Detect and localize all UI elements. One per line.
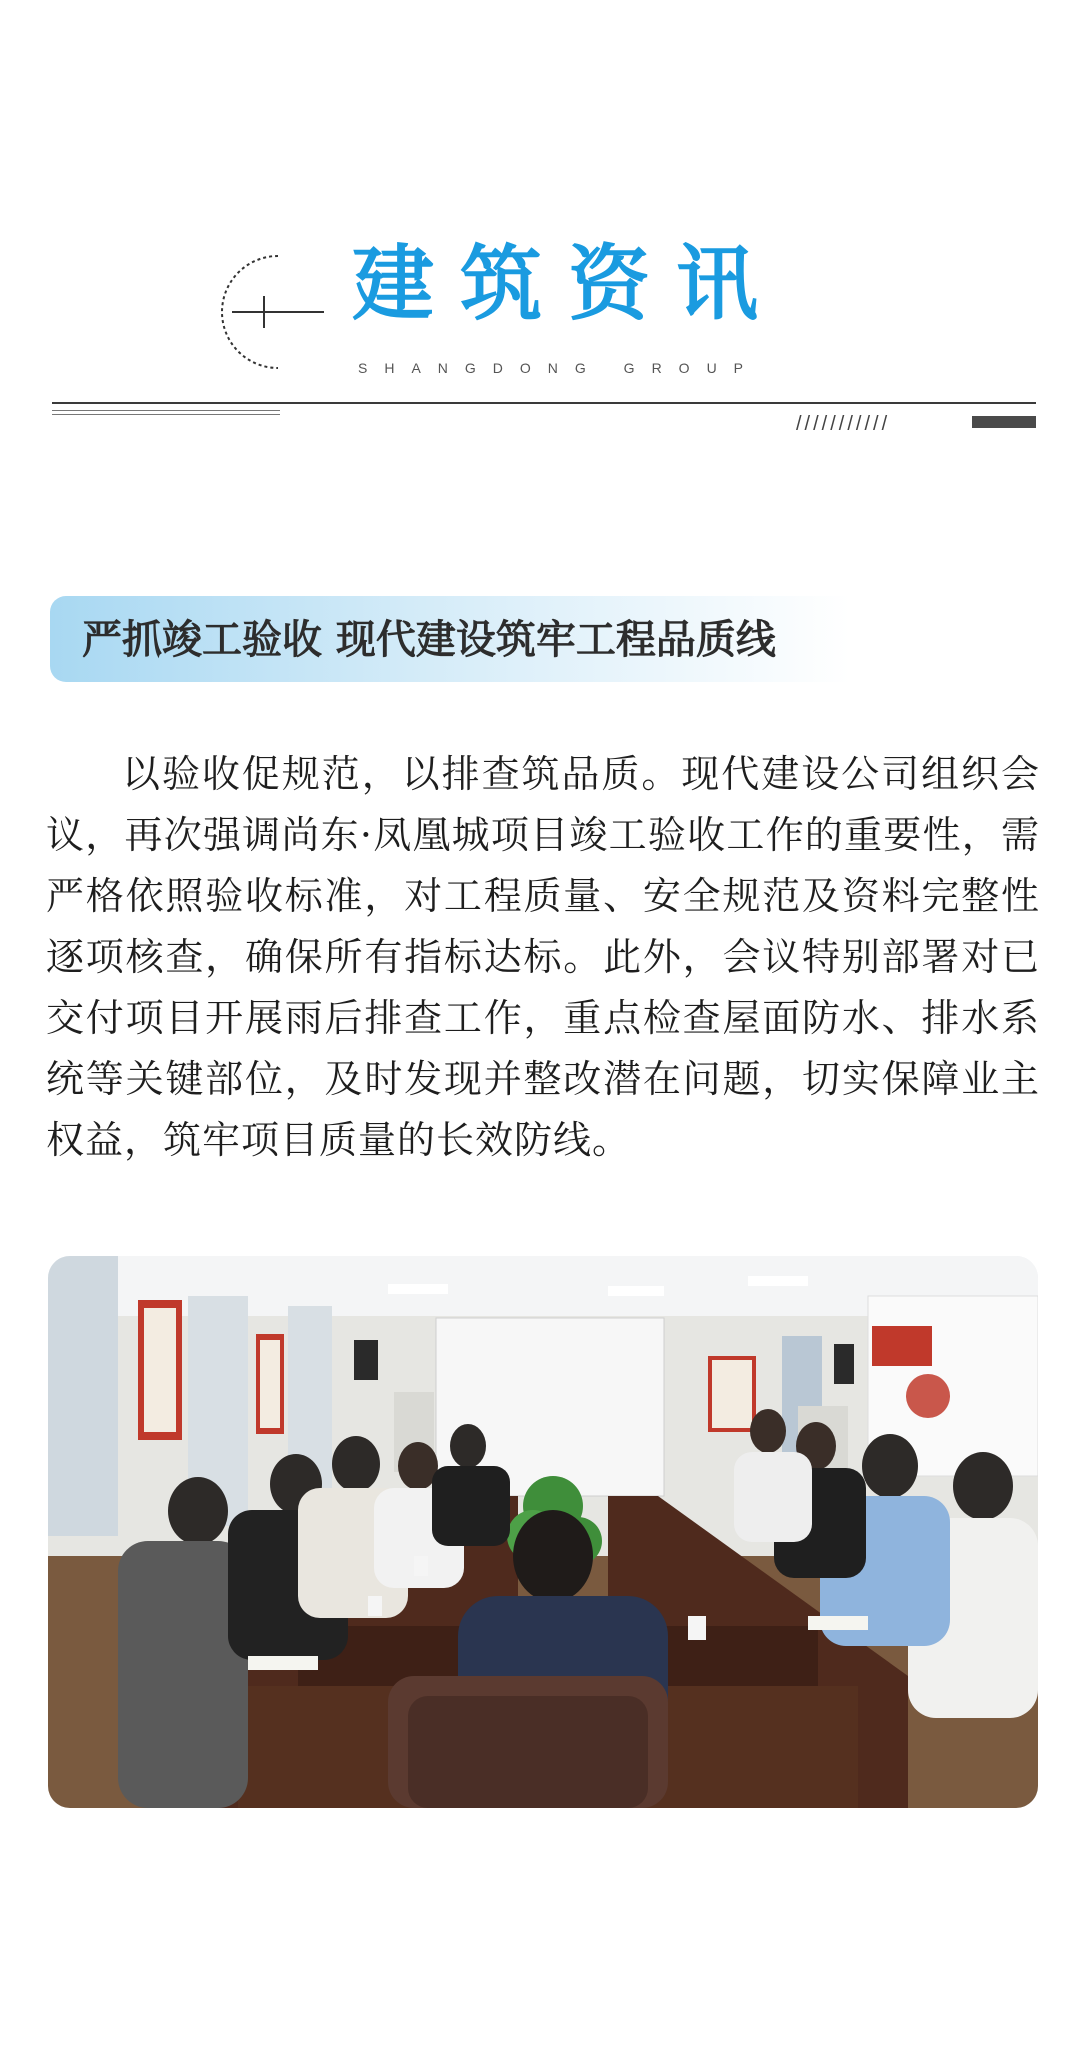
decorative-bar <box>972 416 1036 428</box>
article-paragraph: 以验收促规范，以排查筑品质。现代建设公司组织会议，再次强调尚东·凤凰城项目竣工验收工作的重要性，需严格依照验收标准，对工程质量、安全规范及资料完整性逐项核查，确保所有指标达标。此外，会议特别部署对已交付项目开展雨后排查工作，重点检查屋面防水、排水系统等关键部位，及时发现并整改潜在问题，切实保障业主权益，筑牢项目质量的长效防线。 <box>46 752 1040 1162</box>
page-title: 建筑资讯 <box>352 236 785 332</box>
crosshair-logo-icon <box>212 250 332 374</box>
header-divider-accent <box>52 410 280 411</box>
header-divider <box>52 402 1036 404</box>
meeting-photo-illustration <box>48 1256 1038 1808</box>
header-divider-accent <box>52 414 280 415</box>
page-subtitle: SHANGDONG GROUP <box>358 360 761 376</box>
meeting-photo <box>48 1256 1038 1808</box>
header <box>0 0 1080 440</box>
article-headline: 严抓竣工验收 现代建设筑牢工程品质线 <box>82 616 776 663</box>
decorative-slashes: /////////// <box>796 413 891 435</box>
